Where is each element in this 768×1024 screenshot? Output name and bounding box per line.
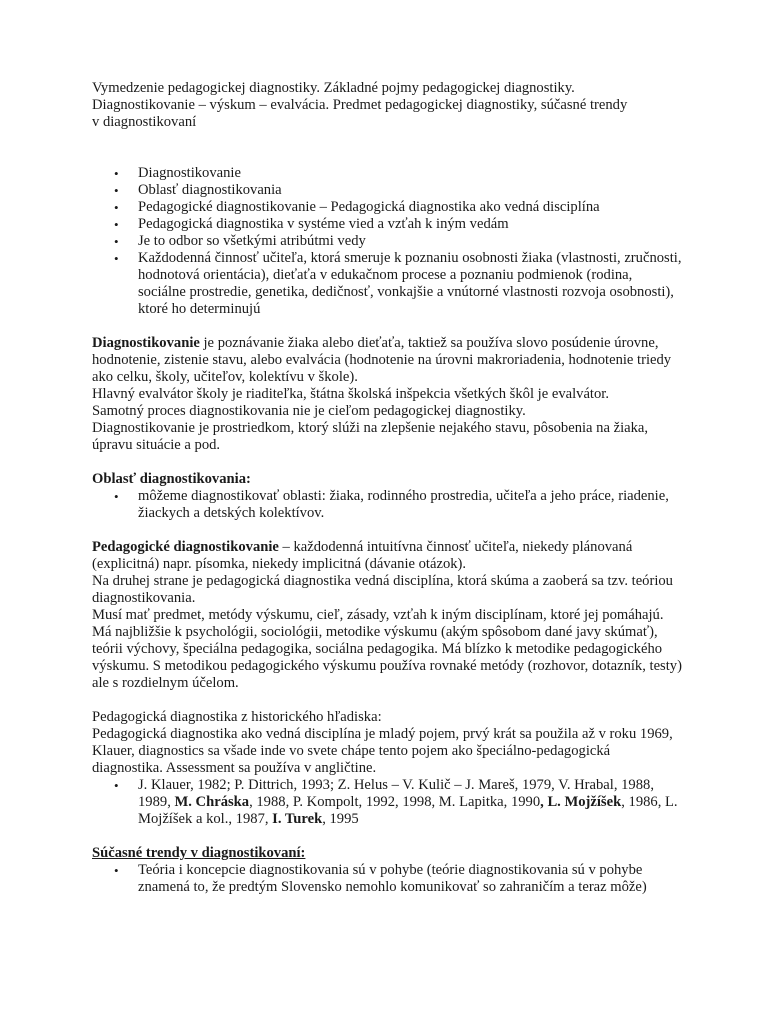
historia-heading: Pedagogická diagnostika z historického hľadiska: — [92, 709, 382, 725]
author-bold: , L. Mojžíšek — [540, 794, 622, 810]
trendy-heading — [92, 845, 682, 862]
list-item: • Oblasť diagnostikovania — [92, 182, 682, 199]
evalvator-paragraph: Hlavný evalvátor školy je riaditeľka, štátna školská inšpekcia všetkých škôl je evalvátor. — [92, 386, 609, 402]
trendy-heading-text: Súčasné trendy v diagnostikovaní: — [92, 845, 306, 861]
oblast-heading-text: Oblasť diagnostikovania: — [92, 471, 251, 487]
pedagogicke-term: Pedagogické diagnostikovanie — [92, 539, 279, 555]
list-item: • Diagnostikovanie — [92, 165, 682, 182]
trendy-list — [92, 862, 682, 896]
diagnostikovanie-text: je poznávanie žiaka alebo dieťaťa, taktiež sa používa slovo posúdenie úrovne, hodnotenie, zistenie stavu, alebo evalvácia (hodnotenie na úrovni makroriadenia, hodnotenie triedy ako celku, školy, učiteľov, kolektívu v škole). — [92, 335, 672, 385]
list-item: • môžeme diagnostikovať oblasti: žiaka, rodinného prostredia, učiteľa a jeho práce, riadenie, žiackych a detských kolektívov. — [92, 488, 682, 522]
prostriedok-paragraph: Diagnostikovanie je prostriedkom, ktorý slúži na zlepšenie nejakého stavu, pôsobenia na žiaka, úpravu situácie a pod. — [92, 420, 649, 453]
oblast-heading — [92, 471, 682, 488]
authors-text: , 1995 — [322, 811, 359, 827]
authors-text: , 1986, L. Mojžíšek a kol., 1987, — [138, 794, 678, 827]
diagnostikovanie-paragraph — [92, 335, 682, 386]
list-item: • Teória i koncepcie diagnostikovania sú v pohybe (teórie diagnostikovania sú v pohybe znamená to, že predtým Slovensko nemohlo komunikovať so zahraničím a teraz môže) — [92, 862, 682, 896]
intro-line-3: v diagnostikovaní — [92, 114, 197, 130]
list-item: • Pedagogické diagnostikovanie – Pedagogická diagnostika ako vedná disciplína — [92, 199, 682, 216]
pedagogicke-paragraph — [92, 539, 682, 573]
proces-paragraph: Samotný proces diagnostikovania nie je cieľom pedagogickej diagnostiky. — [92, 403, 526, 419]
author-bold: I. Turek — [272, 811, 323, 827]
authors-list — [92, 777, 682, 828]
intro-heading — [92, 80, 682, 131]
topics-list — [92, 165, 682, 318]
authors-text: , 1988, P. Kompolt, 1992, 1998, M. Lapitka, 1990 — [249, 794, 541, 810]
intro-line-2: Diagnostikovanie – výskum – evalvácia. Predmet pedagogickej diagnostiky, súčasné trendy — [92, 97, 628, 113]
najblizsie-paragraph: Má najbližšie k psychológii, sociológii, metodike výskumu (akým spôsobom dané javy skúmať), teórii výchovy, špeciálna pedagogika, sociálna pedagogika. Má blízko k metodike pedagogického výskumu. S metodikou pedagogického výskumu používa rovnaké metódy (rozhovor, dotazník, testy) ale s rozdielnym účelom. — [92, 624, 682, 691]
predmet-paragraph: Musí mať predmet, metódy výskumu, cieľ, zásady, vzťah k iným disciplínam, ktoré jej pomáhajú. — [92, 607, 664, 623]
author-bold: M. Chráska — [174, 794, 250, 810]
diagnostikovanie-term: Diagnostikovanie — [92, 335, 200, 351]
vedna-disciplina-paragraph: Na druhej strane je pedagogická diagnostika vedná disciplína, ktorá skúma a zaoberá sa tzv. teóriou diagnostikovania. — [92, 573, 673, 606]
historia-paragraph: Pedagogická diagnostika ako vedná disciplína je mladý pojem, prvý krát sa použila až v roku 1969, Klauer, diagnostics sa všade inde vo svete chápe tento pojem ako špeciálno-pedagogická diagnostika. Assessment sa používa v angličtine. — [92, 726, 673, 776]
list-item: • Je to odbor so všetkými atribútmi vedy — [92, 233, 682, 250]
pedagogicke-text: – každodenná intuitívna činnosť učiteľa, niekedy plánovaná (explicitná) napr. písomka, niekedy implicitná (dávanie otázok). — [92, 539, 633, 572]
list-item: • Každodenná činnosť učiteľa, ktorá smeruje k poznaniu osobnosti žiaka (vlastnosti, zručnosti, hodnotová orientácia), dieťaťa v edukačnom procese a poznaniu podmienok (rodina, sociálne prostredie, genetika, dedičnosť, vonkajšie a vnútorné vlastnosti rozvoja osobnosti), ktoré ho determinujú — [92, 250, 682, 318]
list-item — [92, 777, 682, 828]
intro-line-1: Vymedzenie pedagogickej diagnostiky. Základné pojmy pedagogickej diagnostiky. — [92, 80, 575, 96]
list-item: • Pedagogická diagnostika v systéme vied a vzťah k iným vedám — [92, 216, 682, 233]
authors-text: J. Klauer, 1982; P. Dittrich, 1993; Z. Helus – V. Kulič – J. Mareš, 1979, V. Hrabal, 1988, 1989, — [138, 777, 654, 810]
document-page — [92, 80, 682, 896]
oblast-list — [92, 488, 682, 522]
